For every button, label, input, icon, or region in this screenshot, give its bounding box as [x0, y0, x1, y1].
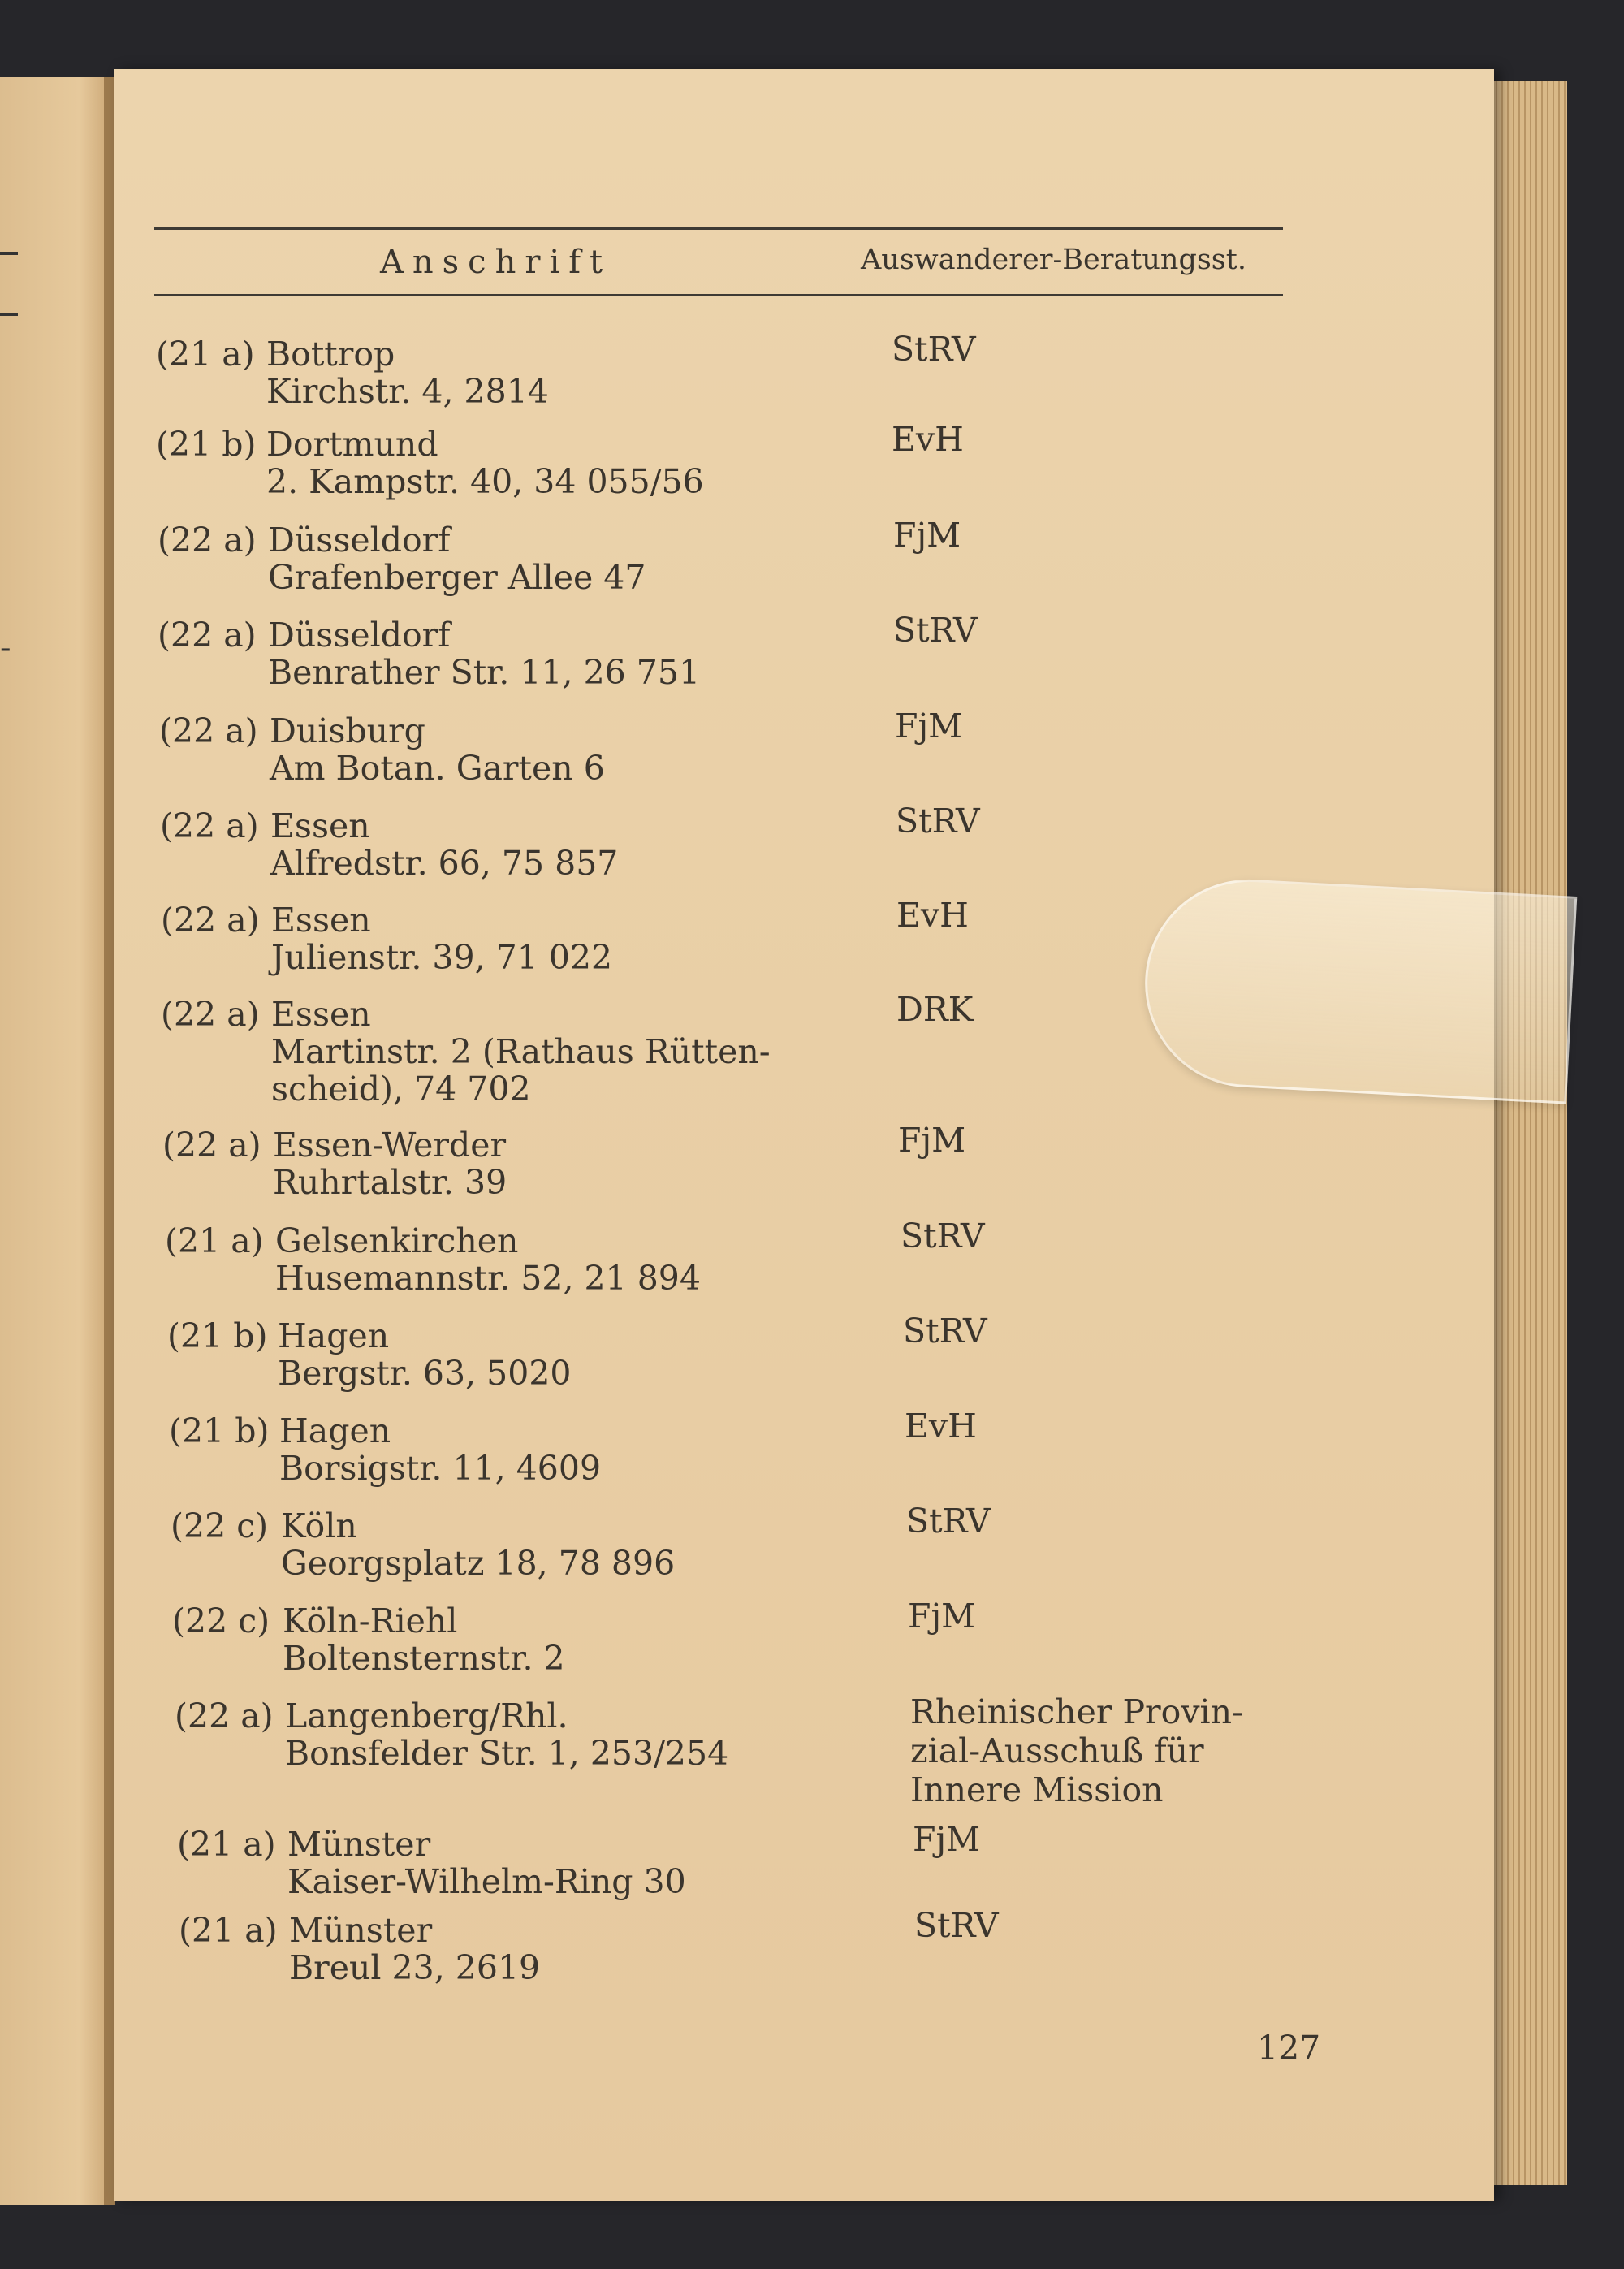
- street-address: Breul 23, 2619: [289, 1948, 541, 1987]
- region-code: (21 b): [167, 1316, 268, 1355]
- agency: EvH: [896, 896, 969, 935]
- region-code: (21 a): [177, 1825, 276, 1864]
- city-name: Langenberg/Rhl.: [285, 1696, 568, 1735]
- city-name: Duisburg: [270, 711, 425, 750]
- city-name: Gelsenkirchen: [275, 1221, 519, 1260]
- region-code: (22 a): [158, 616, 257, 655]
- street-address: Grafenberger Allee 47: [268, 558, 646, 597]
- city-name: Essen: [271, 901, 371, 940]
- street-address: Bergstr. 63, 5020: [278, 1354, 572, 1393]
- street-address: Bonsfelder Str. 1, 253/254: [285, 1734, 729, 1773]
- city-name: Dortmund: [266, 425, 438, 464]
- region-code: (21 a): [179, 1911, 278, 1950]
- region-code: (22 a): [160, 806, 259, 845]
- street-address: Julienstr. 39, 71 022: [271, 938, 613, 977]
- street-address: Boltensternstr. 2: [283, 1639, 565, 1678]
- region-code: (21 b): [156, 425, 257, 464]
- city-name: Köln-Riehl: [283, 1601, 458, 1640]
- agency: StRV: [914, 1906, 999, 1945]
- city-name: Münster: [287, 1825, 431, 1864]
- street-address: Kaiser-Wilhelm-Ring 30: [287, 1862, 686, 1901]
- city-name: Essen: [270, 806, 370, 845]
- agency: StRV: [906, 1502, 991, 1541]
- city-name: Hagen: [279, 1411, 391, 1450]
- agency: FjM: [913, 1820, 981, 1859]
- street-address: Alfredstr. 66, 75 857: [270, 844, 619, 883]
- city-name: Düsseldorf: [268, 616, 451, 655]
- agency: FjM: [908, 1597, 976, 1636]
- agency-line: zial-Ausschuß für: [910, 1731, 1204, 1770]
- street-address: Georgsplatz 18, 78 896: [281, 1544, 676, 1583]
- region-code: (21 b): [169, 1411, 270, 1450]
- city-name: Münster: [289, 1911, 433, 1950]
- region-code: (22 a): [175, 1696, 274, 1735]
- agency: StRV: [893, 611, 978, 650]
- agency: StRV: [896, 802, 980, 841]
- street-address: Ruhrtalstr. 39: [273, 1163, 508, 1202]
- city-name: Bottrop: [266, 335, 395, 374]
- region-code: (22 a): [159, 711, 258, 750]
- street-address: Am Botan. Garten 6: [270, 749, 605, 788]
- agency: EvH: [905, 1407, 977, 1446]
- left-page-fragment: -: [0, 629, 11, 667]
- agency: StRV: [903, 1312, 987, 1351]
- city-name: Essen-Werder: [273, 1126, 507, 1165]
- street-address: Kirchstr. 4, 2814: [266, 372, 549, 411]
- street-address: [271, 1033, 771, 1108]
- street-address: 2. Kampstr. 40, 34 055/56: [266, 462, 704, 501]
- address-line: Martinstr. 2 (Rathaus Rütten-: [271, 1032, 771, 1071]
- city-name: Essen: [271, 995, 371, 1034]
- region-code: (21 a): [165, 1221, 264, 1260]
- agency: [910, 1692, 1243, 1809]
- street-address: Husemannstr. 52, 21 894: [275, 1259, 701, 1298]
- agency: DRK: [896, 990, 974, 1029]
- street-address: Benrather Str. 11, 26 751: [268, 653, 701, 692]
- city-name: Hagen: [278, 1316, 390, 1355]
- agency: FjM: [895, 707, 963, 746]
- region-code: (22 a): [162, 1126, 261, 1165]
- region-code: (22 a): [158, 521, 257, 560]
- agency-line: Innere Mission: [910, 1770, 1164, 1809]
- address-column-header: Anschrift: [380, 244, 612, 281]
- city-name: Düsseldorf: [268, 521, 451, 560]
- city-name: Köln: [281, 1506, 357, 1545]
- agency: EvH: [892, 420, 964, 459]
- region-code: (22 a): [161, 901, 260, 940]
- agency-line: Rheinischer Provin-: [910, 1692, 1243, 1731]
- page-number: 127: [1257, 2029, 1321, 2068]
- agency: StRV: [901, 1217, 985, 1256]
- region-code: (21 a): [156, 335, 255, 374]
- region-code: (22 c): [172, 1601, 270, 1640]
- region-code: (22 c): [171, 1506, 269, 1545]
- paper-clip: [1140, 874, 1578, 1104]
- address-line: scheid), 74 702: [271, 1070, 531, 1109]
- region-code: (22 a): [161, 995, 260, 1034]
- agency-column-header: Auswanderer-Beratungsst.: [861, 244, 1246, 276]
- agency: FjM: [893, 516, 961, 555]
- agency: StRV: [892, 330, 976, 369]
- agency: FjM: [898, 1121, 966, 1160]
- street-address: Borsigstr. 11, 4609: [279, 1449, 602, 1488]
